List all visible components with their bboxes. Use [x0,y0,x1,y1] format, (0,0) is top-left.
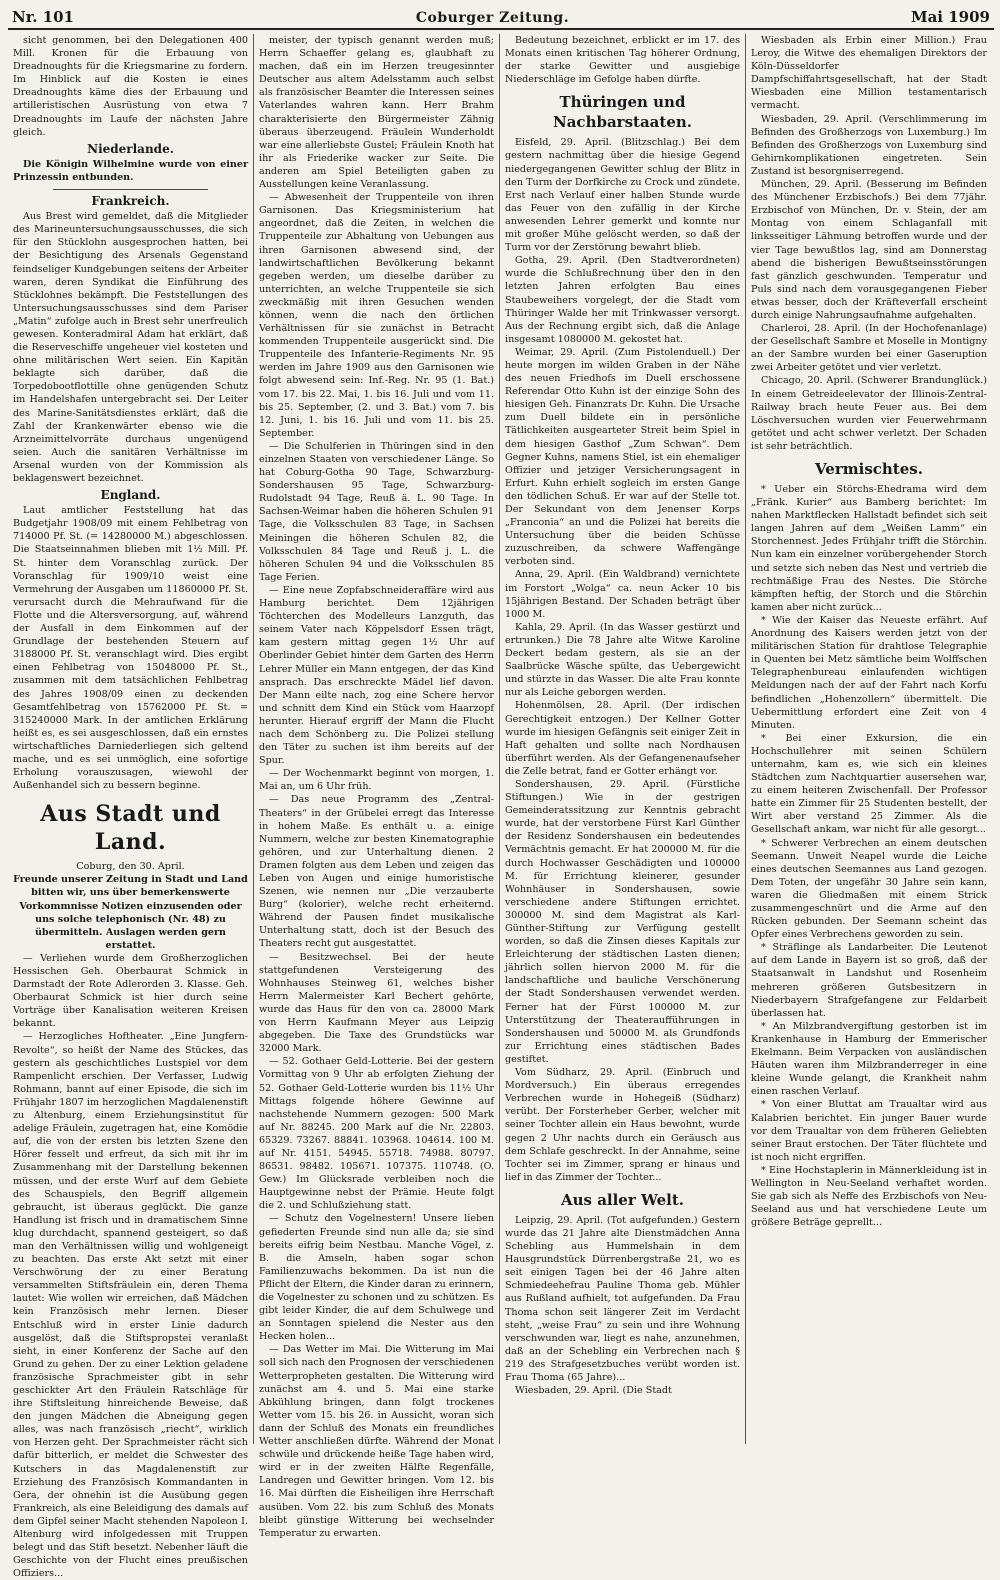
section-heading-niederlande: Niederlande. [87,141,174,156]
column-2 [254,34,500,1539]
paragraph: * Schwerer Verbrechen an einem deutschen Seemann. Unweit Neapel wurde die Leiche eines deutschen Seemannes aus Land gezogen. Dem Toten, der ungefähr 30 Jahre sein kann, waren die Gliedmaßen mit einem Strick zusammengeschnürt und die Arme auf den Rücken gebunden. Der Seemann scheint das Opfer eines Verbrechens geworden zu sein. [751,837,987,941]
section-heading-stadt-und-land: Aus Stadt und Land. [40,801,221,856]
paragraph: Gotha, 29. April. (Den Stadtverordneten) wurde die Schlußrechnung über den in den letzten Jahren erfolgten Bau eines Staubeweihers vorgelegt, der die Stadt vom Thüringer Walde her mit Trinkwasser versorgt. Aus der Rechnung ergibt sich, daß die Anlage insgesamt 1080000 M. gekostet hat. [505,255,740,345]
paragraph: meister, der typisch genannt werden muß; Herrn Schaeffer gelang es, glaubhaft zu machen, daß ein im Herzen treugesinnter Deutscher aus altem Adelsstamm auch selbst als französischer Beamter die Interessen seines Vaterlandes wahren kann. Herr Brahm charakterisierte den Bürgermeister Zähnig überaus überzeugend. Fräulein Wunderholdt war eine allerliebste Gustel; Fräulein Knoth hat ihr als Friederike wacker zur Seite. Die anderen am Spiel Beteiligten gaben zu Ausstellungen keine Veranlassung. [259,35,494,191]
paragraph: — Das neue Programm des „Zentral-Theaters“ in der Grübelei erregt das Interesse in hohem Maße. Es enthält u. a. einige Nummern, welche zur besten Kinematographie gehören, und zur Unterhaltung dienen. 2 Dramen folgten aus dem Leben und zeigen das Leben von Augen und einige humoristische Szenen, wie nennen nur „Die verzauberte Burg“ (kolorier), welche recht erheiternd. Während der Pausen findet musikalische Unterhaltung statt, doch ist der Besuch des Theaters recht gut ausgestattet. [259,794,494,950]
paragraph: Bedeutung bezeichnet, erblickt er im 17. des Monats einen kritischen Tag höherer Ordnung, der starke Gewitter und ausgiebige Niederschläge im Gefolge haben dürfte. [505,35,740,86]
paragraph: Laut amtlicher Feststellung hat das Budgetjahr 1908/09 mit einem Fehlbetrag von 714000 Pf. St. (= 14280000 M.) abgeschlossen. Die Staatseinnahmen blieben mit 1½ Mill. Pf. St. hinter dem Voranschlag zurück. Der Voranschlag für 1909/10 weist eine Vermehrung der Ausgaben um 11860000 Pf. St. verursacht durch die Mehraufwand für die Flotte und die Altersversorgung, auf, während der Ausfall in dem Einkommen auf der Grundlage der bestehenden Steuern auf 3188000 Pf. St. veranschlagt wird. Dies ergibt einen Fehlbetrag von 15048000 Pf. St., zusammen mit dem tatsächlichen Fehlbetrag des Jahres 1908/09 einen zu deckenden Gesamtfehlbetrag von 15762000 Pf. St. = 315240000 Mark. In der amtlichen Erklärung heißt es, es sei ausgeschlossen, daß ein ernstes wirtschaftliches Darniederliegen sich geltend mache, und es sei unmöglich, eine sofortige Erholung vorauszusagen, wiewohl der Außenhandel sich zu bessern beginne. [13,505,248,792]
paragraph: — Schutz den Vogelnestern! Unsere lieben gefiederten Freunde sind nun alle da; sie sind bereits eifrig beim Nestbau. Manche Vögel, z. B. die Amseln, haben sogar schon Familienzuwachs bekommen. Da ist nun die Pflicht der Eltern, die Kinder daran zu erinnern, die Vogelnester zu schonen und zu schützen. Es gibt leider Kinder, die auf dem Schulwege und an Sonntagen spielend die Nester aus den Hecken holen... [259,1213,494,1343]
section-heading-thueringen: Thüringen und Nachbarstaaten. [553,93,692,132]
section-heading-aus-aller-welt: Aus aller Welt. [560,1190,684,1209]
paragraph: — Das Wetter im Mai. Die Witterung im Mai soll sich nach den Prognosen der verschiedenen Wetterpropheten gestalten. Die Witterung wird zunächst am 4. und 5. Mai eine starke Abkühlung bringen, dann folgt trockenes Wetter vom 15. bis 26. in Aussicht, woran sich dann der Schluß des Monats ein freundliches Wetter anschließen dürfte. Während der Monat schwüle und drückende heiße Tage haben wird, wird er in der zweiten Hälfte Regenfälle, Landregen und Gewitter bringen. Vom 12. bis 16. Mai dürften die Eisheiligen ihre Herrschaft ausüben. Vom 22. bis zum Schluß des Monats bleibt günstige Witterung bei wechselnder Temperatur zu erwarten. [259,1344,494,1539]
paragraph: Die Königin Wilhelmine wurde von einer Prinzessin entbunden. [13,158,248,183]
paragraph: Chicago, 20. April. (Schwerer Brandunglück.) In einem Getreideelevator der Illinois-Zentral-Railway brach heute Feuer aus. Bei dem Löschversuchen wurden vier Feuerwehrmann getötet und acht schwer verletzt. Der Schaden ist sehr beträchtlich. [751,375,987,452]
paragraph: — Verliehen wurde dem Großherzoglichen Hessischen Geh. Oberbaurat Schmick in Darmstadt der Rote Adlerorden 3. Klasse. Geh. Oberbaurat Schmick ist hier durch seine Vorträge über Kanalisation weiteren Kreisen bekannt. [13,952,248,1030]
paragraph: München, 29. April. (Besserung im Befinden des Münchener Erzbischofs.) Bei dem 77jähr. Erzbischof von München, Dr. v. Stein, der am Montag von einem Schlaganfall mit linksseitiger Lähmung betroffen wurde und der vier Tage bewußtlos lag, sind am Donnerstag abend die bisherigen Bewußtseinsstörungen fast gänzlich geschwunden. Temperatur und Puls sind nach dem vorausgegangenen Fieber etwas besser, doch der Kräfteverfall erscheint durch einige Nahrungsaufnahme aufgehalten. [751,179,987,321]
paragraph: — Herzogliches Hoftheater. „Eine Jungfern-Revolte“, so heißt der Name des Stückes, das gestern als geschichtliches Lustspiel vor dem Rampenlicht erschien. Der Verfasser, Ludwig Rohmann, bannt auf einer Episode, die sich im Frühjahr 1807 im herzoglichen Magdalenenstift zu Altenburg, einem Erziehungsinstitut für adelige Fräulein, zugetragen hat, eine Komödie auf, die von der ersten bis letzten Szene den Hörer fesselt und erfreut, da sich mit ihr im Zusammenhang mit der Darstellung bekennen müssen, und der erste Wurf auf dem Gebiete des Schauspiels, den Begriff allgemein gebraucht, ist überaus geglückt. Die ganze Handlung ist frisch und in dramatischem Sinne klug durchdacht, spannend gesteigert, so daß man den Verhältnissen willig und wohlgeneigt zu beachten. Das erste Akt setzt mit einer Verschwörung der zu einer Beratung versammelten Stiftsfräulein ein, deren Thema lautet: Wie wollen wir erreichen, daß Mädchen kein Französisch mehr lernen. Dieser Entschluß wird in erster Linie dadurch ausgelöst, daß die Stiftspropstei veranlaßt sieht, in einer Konferenz der Sache auf den Grund zu gehen. Der zu einer Lektion geladene französische Sprachmeister gibt in sehr geschickter Art den Fräulein Ratschläge für ihre Stiftsleitung hinreichende Beweise, daß den jungen Mädchen die Abneigung gegen alles, was nach französisch „riecht“, wirklich von Herzen geht. Der Sprachmeister rächt sich dafür bitterlich, er meldet die Schwester des Kutschers in das Magdalenenstift zur Erziehung des Französisch Kommandanten in Gera, der ohnehin ist die Ausübung gegen Frankreich, als eine Beleidigung des damals auf dem Gipfel seiner Macht stehenden Napoleon I. Altenburg wird infolgedessen mit Truppen belegt und das Stift besetzt. Nebenher läuft die Geschichte von der Flucht eines preußischen Offiziers... [13,1031,248,1580]
issue-date: Mai 1909 [910,8,990,26]
columns [8,34,994,1580]
section-heading-frankreich: Frankreich. [91,194,170,209]
newspaper-title: Coburger Zeitung. [415,10,570,26]
paragraph: — Der Wochenmarkt beginnt von morgen, 1. Mai an, um 6 Uhr früh. [259,768,494,793]
paragraph: * Bei einer Exkursion, die ein Hochschullehrer mit seinen Schülern unternahm, kam es, wie sich ein kleines Städtchen zum Nachtquartier ausersehen war, zu einem heiteren Zwischenfall. Der Professor hatte ein Zimmer für 25 Studenten bestellt, der Wirt aber verstand 25 Zimmer. Als die Gesellschaft ankam, war nicht für alle gesorgt... [751,732,987,836]
paragraph: * Eine Hochstaplerin in Männerkleidung ist in Wellington in Neu-Seeland verhaftet worden. Sie gab sich als Neffe des Erzbischofs von Neu-Seeland aus und hat verschiedene Leute um größere Beträge geprellt... [751,1164,987,1229]
paragraph: Charleroi, 28. April. (In der Hochofenanlage) der Gesellschaft Sambre et Moselle in Montigny an der Sambre wurden bei einer Gaseruption zwei Arbeiter getötet und vier verletzt. [751,323,987,374]
section-heading-vermischtes: Vermischtes. [815,460,923,478]
paragraph: * An Milzbrandvergiftung gestorben ist im Krankenhause in Hamburg der Emmerischer Ekelmann. Beim Verpacken von ausländischen Häuten waren ihm Milzbranderreger in eine kleine Wunde gelangt, die Krankheit nahm einen raschen Verlauf. [751,1020,987,1098]
column-3 [500,34,746,1444]
paragraph: Wiesbaden als Erbin einer Million.) Frau Leroy, die Witwe des ehemaligen Direktors der Köln-Düsseldorfer Dampfschiffahrtsgesellschaft, hat der Stadt Wiesbaden eine Million testamentarisch vermacht. [751,35,987,112]
masthead [8,6,994,30]
reader-notice: Freunde unserer Zeitung in Stadt und Land bitten wir, uns über bemerkenswerte Vorkommnisse Notizen einzusenden oder uns solche telephonisch (Nr. 48) zu übermitteln. Auslagen werden gern erstattet. [13,874,248,951]
paragraph: — Besitzwechsel. Bei der heute stattgefundenen Versteigerung des Wohnhauses Steinweg 61, welches bisher Herrn Malermeister Karl Bechert gehörte, wurde das Haus für den von ca. 28000 Mark von Herrn Kaufmann Meyer aus Leipzig abgegeben. Die Taxe des Grundstücks war 32000 Mark. [259,951,494,1055]
paragraph: — 52. Gothaer Geld-Lotterie. Bei der gestern Vormittag von 9 Uhr ab erfolgten Ziehung der 52. Gothaer Geld-Lotterie wurden bis 11½ Uhr Mittags folgende höhere Gewinne auf nachstehende Nummern gezogen: 500 Mark auf Nr. 88245. 200 Mark auf die Nr. 22803. 65329. 73267. 88841. 103968. 104614. 100 M. auf Nr. 4151. 54945. 55718. 74988. 80797. 86531. 98482. 105671. 107375. 110748. (O. Gew.) Im Glücksrade verbleiben noch die Hauptgewinne nebst der Prämie. Heute folgt die 2. und Schlußziehung statt. [259,1056,494,1212]
section-heading-england: England. [100,488,161,503]
paragraph: Kahla, 29. April. (In das Wasser gestürzt und ertrunken.) Die 78 Jahre alte Witwe Karoline Deckert bedam gestern, als sie an der Saalbrücke Wäsche spülte, das Uebergewicht und stürzte in das Wasser. Die alte Frau konnte nur als Leiche geborgen werden. [505,621,740,699]
paragraph: * Von einer Bluttat am Traualtar wird aus Kalabrien berichtet. Ein junger Bauer wurde vor dem Traualtar von dem früheren Geliebten seiner Braut erstochen. Der Täter flüchtete und ist noch nicht ergriffen. [751,1099,987,1163]
paragraph: * Wie der Kaiser das Neueste erfährt. Auf Anordnung des Kaisers werden jetzt von der militärischen Station für drahtlose Telegraphie in Quenten bei Metz sämtliche beim Wolffschen Telegraphenbureau einlaufenden wichtigen Meldungen nach der auf der Fahrt nach Korfu befindlichen „Hohenzollern“ übermittelt. Die Uebermittlung erfordert eine Zeit von 4 Minuten. [751,614,987,731]
paragraph: * Sträflinge als Landarbeiter. Die Leutenot auf dem Lande in Bayern ist so groß, daß der Staatsanwalt in Landshut und Rosenheim mehreren größeren Gutsbesitzern in Niederbayern Strafgefangene zur Feldarbeit überlassen hat. [751,942,987,1019]
paragraph: Aus Brest wird gemeldet, daß die Mitglieder des Marineuntersuchungsausschusses, die sich für den Stücklohn ausgesprochen hatten, bei der Besichtigung des Arsenals Gegenstand feindseliger Kundgebungen seitens der Arbeiter waren, deren Syndikat die Einführung des Stücklohnes bekämpft. Die Feststellungen des Untersuchungsausschusses sind dem Pariser „Matin“ zufolge auch in Brest sehr unerfreulich gewesen. Konteradmiral Adam hat erklärt, daß die Reserveschiffe ungeheuer viel kosteten und ohne militärischen Wert seien. Ein Kapitän beklagte sich darüber, daß die Torpedobootflottille ohne genügenden Schutz im Handelshafen untergebracht sei. Der Leiter des Marine-Sanitätsdienstes erklärt, daß die Zahl der Krankenwärter ebenso wie die Arzneimittelvorräte durchaus ungenügend seien. Auch die sanitären Verhältnisse im Arsenal wurden von der Kommission als beklagenswert bezeichnet. [13,211,248,484]
divider [53,189,208,190]
paragraph: Wiesbaden, 29. April. (Die Stadt [515,1385,672,1397]
paragraph: Sondershausen, 29. April. (Fürstliche Stiftungen.) Wie in der gestrigen Gemeinderatssitzung zur Kenntnis gebracht wurde, hat der verstorbene Fürst Karl Günther der Residenz Sondershausen ein bedeutendes Vermächtnis gemacht. Er hat 200000 M. für die durch Hochwasser Geschädigten und 100000 M. für Errichtung kleinerer, gesunder Wohnhäuser in Sondershausen, sowie verschiedene andere Stiftungen errichtet. 300000 M. sind dem Magistrat als Karl-Günther-Stiftung zur Verfügung gestellt worden, so daß die Zinsen dieses Kapitals zur Erleichterung der städtischen Lasten dienen; jährlich sollen hiervon 2000 M. für die landschaftliche und bauliche Verschönerung der Stadt Sondershausen verwendet werden. Ferner hat der Fürst 100000 M. zur Unterstützung der Theateraufführungen in Sondershausen und 50000 M. als Grundfonds zur Errichtung eines städtischen Bades gestiftet. [505,778,740,1065]
paragraph: sicht genommen, bei den Delegationen 400 Mill. Kronen für die Erbauung von Dreadnoughts für die Kriegsmarine zu fordern. Im Hinblick auf die Kosten ie eines Dreadnoughts käme dies der Erbauung und artilleristischen Ausrüstung von etwa 7 Dreadnoughts im Laufe der nächsten Jahre gleich. [13,35,248,138]
paragraph: — Eine neue Zopfabschneideraffäre wird aus Hamburg berichtet. Dem 12jährigen Töchterchen des Modelleurs Lanzguth, das seinem Vater nach Köppelsdorf Essen trägt, kam gestern mittag gegen 1½ Uhr auf Oberlinder Gebiet hinter dem Garten des Herrn Lehrer Müller ein Mann entgegen, der das Kind ansprach. Das erschreckte Mädel lief davon. Der Mann eilte nach, zog eine Schere hervor und schnitt dem Kind ein Stück vom Haarzopf herunter. Hierauf ergriff der Mann die Flucht nach dem Schönberg zu. Die Polizei stellung den Täter zu suchen ist ihm bereits auf der Spur. [259,584,494,767]
paragraph: Anna, 29. April. (Ein Waldbrand) vernichtete im Forstort „Wolga“ ca. neun Acker 10 bis 15jährigen Bestand. Der Schaden beträgt über 1000 M. [505,569,740,620]
paragraph: * Ueber ein Störchs-Ehedrama wird dem „Fränk. Kurier“ aus Bamberg berichtet: Im nahen Marktflecken Hallstadt befindet sich seit langen Jahren auf dem „Weißen Lamm“ ein Storchennest. Jedes Frühjahr trifft die Störchin. Nun kam ein einzelner vorübergehender Storch und setzte sich neben das Nest und vertrieb die rechtmäßige Frau des Nestes. Die Störche kämpften heftig, der Storch und die Störchin kamen aber nicht zurück... [751,484,987,613]
paragraph: — Die Schulferien in Thüringen sind in den einzelnen Staaten von verschiedener Länge. So hat Coburg-Gotha 90 Tage, Schwarzburg-Sondershausen 95 Tage, Schwarzburg-Rudolstadt 94 Tage, Reuß ä. L. 90 Tage. In Sachsen-Weimar haben die höheren Schulen 91 Tage, die Volksschulen 83 Tage, in Sachsen Meiningen die höheren Schulen 82, die Volksschulen 84 Tage und Reuß j. L. die höheren Schulen 94 und die Volksschulen 85 Tage Ferien. [259,440,494,583]
paragraph: Wiesbaden, 29. April. (Verschlimmerung im Befinden des Großherzogs von Luxemburg.) Im Befinden des Großherzogs von Luxemburg sind Gehirnkomplikationen eingetreten. Sein Zustand ist besorgniserregend. [751,113,987,177]
column-4 [746,34,992,1444]
paragraph: Leipzig, 29. April. (Tot aufgefunden.) Gestern wurde das 21 Jahre alte Dienstmädchen Anna Schebling aus Hummelshain in dem Hausgrundstück Dürrenbergstraße 21, wo es seit einigen Tagen bei der 46 Jahre alten Schmiedeehefrau Pauline Thoma geb. Mühler aus Rußland aufhielt, tot aufgefunden. Da Frau Thoma schon seit längerer Zeit im Verdacht steht, „weise Frau“ zu sein und ihre Wohnung verschwunden war, liegt es nahe, anzunehmen, daß an der Schebling ein Verbrechen nach § 219 des Strafgesetzbuches verübt worden ist. Frau Thoma (65 Jahre)... [505,1214,740,1383]
paragraph: Weimar, 29. April. (Zum Pistolenduell.) Der heute morgen im wilden Graben in der Nähe des neuen Friedhofs im Duell erschossene Referendar Otto Kuhn ist der einzige Sohn des hiesigen Geh. Finanzrats Dr. Kuhn. Die Ursache zum Duell bildete ein in persönliche Tätlichkeiten ausgearteter Streit beim Spiel in dem hiesigen Gasthof „Zum Schwan“. Dem Gegner Kuhns, namens Stiel, ist ein ehemaliger Offizier und jetziger Versicherungsagent in Erfurt. Kuhn erhielt sogleich im ersten Gange den tödlichen Schuß. Er war auf der Stelle tot. Der Sekundant von dem Jenenser Korps „Franconia“ an und die Polizei hat bereits die Untersuchung über die beiden Schüsse zuzuschreiben, da schwere Waffengänge verboten sind. [505,346,740,568]
column-1 [8,34,254,1580]
paragraph: — Abwesenheit der Truppenteile von ihren Garnisonen. Das Kriegsministerium hat angeordnet, daß die Zeiten, in welchen die Truppenteile zur Abhaltung von Uebungen aus ihren Garnisonen abwesend sind, der landwirtschaftlichen Bevölkerung bekannt gegeben werden, um dieselbe darüber zu unterrichten, an welche Truppenteile sie sich zweckmäßig mit ihren Gesuchen wenden können, wenn die nach den örtlichen Verhältnissen für sie zunächst in Betracht kommenden Truppenteile ausgerückt sind. Die Truppenteile des Infanterie-Regiments Nr. 95 werden im Jahre 1909 aus den Garnisonen wie folgt abwesend sein: Inf.-Reg. Nr. 95 (1. Bat.) vom 17. bis 22. Mai, 1. bis 16. Juli und vom 11. bis 25. September, (2. und 3. Bat.) vom 7. bis 12. Juni, 1. bis 16. Juli und vom 11. bis 25. September. [259,192,494,439]
dateline: Coburg, den 30. April. [76,861,185,873]
issue-number: Nr. 101 [12,8,74,26]
paragraph: Vom Südharz, 29. April. (Einbruch und Mordversuch.) Ein überaus erregendes Verbrechen wurde in Hohegeiß (Südharz) verübt. Der Forsterheber Gerber, welcher mit seiner Tochter allein ein Haus bewohnt, wurde gegen 2 Uhr nachts durch ein Geräusch aus dem Schlafe geschreckt. In der Annahme, seine Tochter sei im Zimmer, sprang er hinaus und lief in das Zimmer der Tochter... [505,1067,740,1183]
paragraph: Hohenmölsen, 28. April. (Der irdischen Gerechtigkeit entzogen.) Der Kellner Gotter wurde im hiesigen Gefängnis seit einiger Zeit in Haft gehalten und sollte nach Nordhausen überführt werden. Als der Gefangenenaufseher die Zelle betrat, fand er Gotter erhängt vor. [505,700,740,777]
paragraph: Eisfeld, 29. April. (Blitzschlag.) Bei dem gestern nachmittag über die hiesige Gegend niedergegangenen Gewitter schlug der Blitz in den Turm der Dorfkirche zu Crock und zündete. Erst nach Verlauf einer halben Stunde wurde das Feuer von den zufällig in der Kirche anwesenden Lehrer gemerkt und konnte nur mit großer Mühe gelöscht werden, so daß der Turm vor der Zerstörung bewahrt blieb. [505,137,740,254]
